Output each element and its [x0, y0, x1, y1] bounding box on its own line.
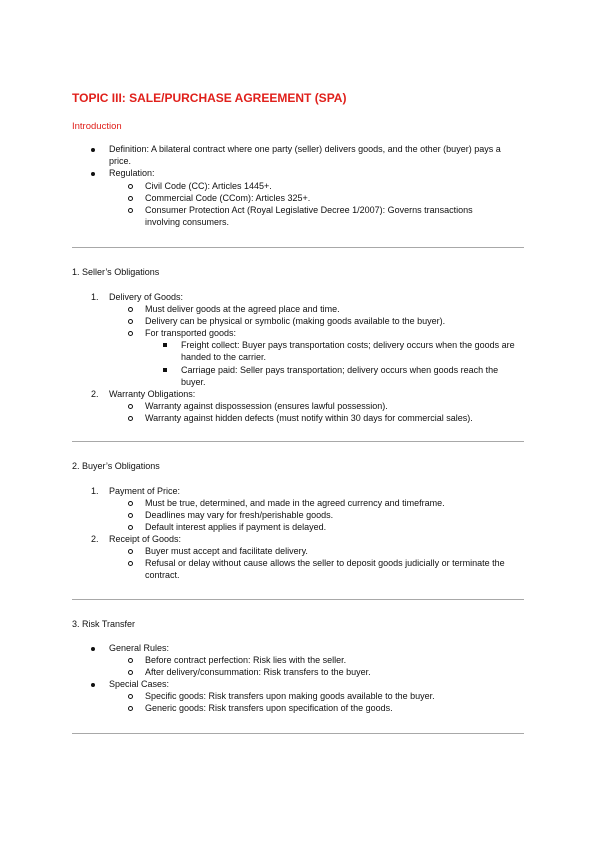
- list-item: Carriage paid: Seller pays transportation; delivery occurs when goods reach the: [181, 365, 499, 375]
- divider: [72, 441, 524, 442]
- list-item: Warranty against dispossession (ensures lawful possession).: [145, 401, 388, 411]
- bullet: [91, 647, 95, 651]
- special-heading: Special Cases:: [109, 679, 170, 689]
- section-heading-risk: 3. Risk Transfer: [72, 619, 136, 629]
- payment-heading: Payment of Price:: [109, 486, 181, 496]
- list-item: After delivery/consummation: Risk transfers to the buyer.: [145, 667, 371, 677]
- list-item: Deadlines may vary for fresh/perishable goods.: [145, 510, 334, 520]
- divider: [72, 247, 524, 248]
- list-number: 2.: [91, 534, 99, 544]
- receipt-heading: Receipt of Goods:: [109, 534, 182, 544]
- sub-bullet: [128, 706, 133, 711]
- list-item-cont: handed to the carrier.: [181, 352, 267, 362]
- list-item: Must be true, determined, and made in the agreed currency and timeframe.: [145, 498, 445, 508]
- list-number: 2.: [91, 389, 99, 399]
- general-heading: General Rules:: [109, 643, 170, 653]
- sub-bullet: [128, 416, 133, 421]
- sub-bullet: [128, 404, 133, 409]
- sub-bullet: [128, 184, 133, 189]
- sub-bullet: [128, 694, 133, 699]
- list-item: Specific goods: Risk transfers upon making goods available to the buyer.: [145, 691, 435, 701]
- definition-line: Definition: A bilateral contract where one party (seller) delivers goods, and the other (buyer) pays a: [109, 144, 501, 154]
- divider: [72, 733, 524, 734]
- sub-bullet: [128, 501, 133, 506]
- regulation-item: Consumer Protection Act (Royal Legislative Decree 1/2007): Governs transactions: [145, 205, 473, 215]
- list-item: For transported goods:: [145, 328, 237, 338]
- list-item-cont: contract.: [145, 570, 180, 580]
- sub-bullet: [128, 319, 133, 324]
- square-bullet: [163, 368, 167, 372]
- regulation-item-cont: involving consumers.: [145, 217, 230, 227]
- warranty-heading: Warranty Obligations:: [109, 389, 196, 399]
- bullet: [91, 172, 95, 176]
- list-number: 1.: [91, 486, 99, 496]
- bullet: [91, 148, 95, 152]
- section-heading-buyer: 2. Buyer’s Obligations: [72, 461, 160, 471]
- list-item: Must deliver goods at the agreed place and time.: [145, 304, 340, 314]
- list-item: Before contract perfection: Risk lies with the seller.: [145, 655, 347, 665]
- regulation-item: Commercial Code (CCom): Articles 325+.: [145, 193, 311, 203]
- sub-bullet: [128, 196, 133, 201]
- list-item: Refusal or delay without cause allows the seller to deposit goods judicially or terminate the: [145, 558, 505, 568]
- list-item: Generic goods: Risk transfers upon specification of the goods.: [145, 703, 393, 713]
- bullet: [91, 683, 95, 687]
- sub-bullet: [128, 549, 133, 554]
- sub-bullet: [128, 658, 133, 663]
- page-title: TOPIC III: SALE/PURCHASE AGREEMENT (SPA): [72, 91, 347, 105]
- sub-bullet: [128, 307, 133, 312]
- list-item-cont: buyer.: [181, 377, 206, 387]
- square-bullet: [163, 343, 167, 347]
- list-item: Delivery can be physical or symbolic (making goods available to the buyer).: [145, 316, 446, 326]
- list-item: Buyer must accept and facilitate delivery.: [145, 546, 308, 556]
- sub-bullet: [128, 561, 133, 566]
- sub-bullet: [128, 670, 133, 675]
- list-item: Default interest applies if payment is delayed.: [145, 522, 327, 532]
- list-item: Warranty against hidden defects (must notify within 30 days for commercial sales).: [145, 413, 473, 423]
- sub-bullet: [128, 525, 133, 530]
- section-heading-seller: 1. Seller’s Obligations: [72, 267, 160, 277]
- definition-line-cont: price.: [109, 156, 132, 166]
- regulation-label: Regulation:: [109, 168, 155, 178]
- list-number: 1.: [91, 292, 99, 302]
- regulation-item: Civil Code (CC): Articles 1445+.: [145, 181, 272, 191]
- delivery-heading: Delivery of Goods:: [109, 292, 184, 302]
- sub-bullet: [128, 513, 133, 518]
- divider: [72, 599, 524, 600]
- list-item: Freight collect: Buyer pays transportation costs; delivery occurs when the goods are: [181, 340, 515, 350]
- sub-bullet: [128, 208, 133, 213]
- intro-heading: Introduction: [72, 121, 122, 132]
- sub-bullet: [128, 331, 133, 336]
